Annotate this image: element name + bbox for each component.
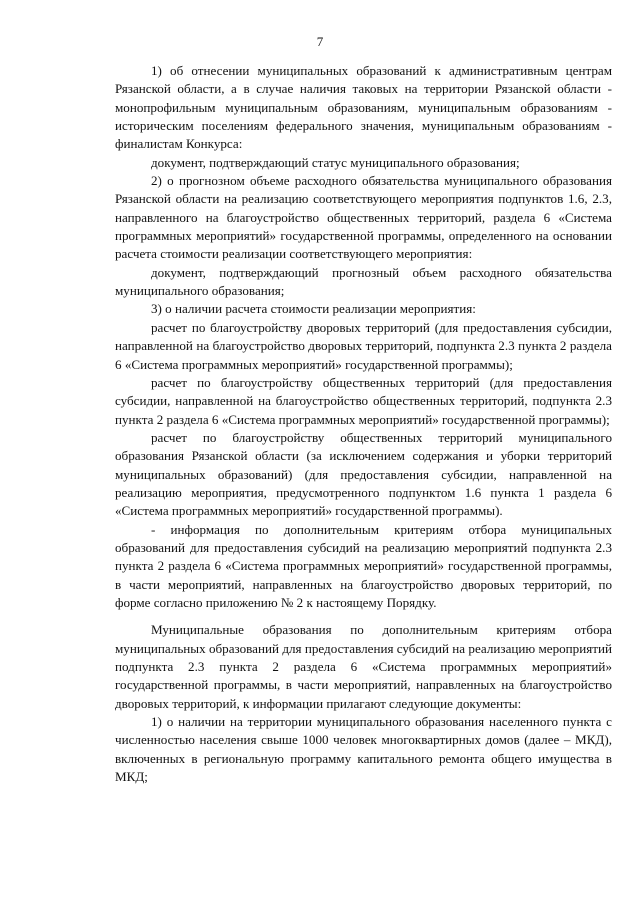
paragraph-yard-calculation: расчет по благоустройству дворовых территорий (для предоставления субсидии, направленной на благоустройство дворовых территорий, подпункта 2.3 пункта 2 раздела 6 «Система программных мероприятий» государственной программы); [115,319,612,372]
paragraph-attached-documents: Муниципальные образования по дополнительным критериям отбора муниципальных образований для предоставления субсидий на реализацию мероприятий подпункта 2.3 пункта 2 раздела 6 «Система программных мероприятий» государственной программы, в части мероприятий, направленных на благоустройство дворовых территорий, к информации прилагают следующие документы: [115,622,612,711]
paragraph-status-document: документ, подтверждающий статус муниципального образования; [151,154,520,170]
paragraph-additional-criteria-info: - информация по дополнительным критериям отбора муниципальных образований для предоставления субсидий на реализацию мероприятий подпункта 2.3 пункта 2 раздела 6 «Система программных мероприятий» государственной программы, в части мероприятий, направленных на благоустройство дворовых территорий, по форме согласно приложению № 2 к настоящему Порядку. [115,521,612,610]
paragraph-mkd-presence: 1) о наличии на территории муниципального образования населенного пункта с численностью населения свыше 1000 человек многоквартирных домов (далее – МКД), включенных в региональную программу капитального ремонта общего имущества в МКД; [115,714,612,785]
page-number: 7 [316,34,324,49]
paragraph-public-calculation: расчет по благоустройству общественных территорий (для предоставления субсидии, направленной на благоустройство общественных территорий, подпункта 2.3 пункта 2 раздела 6 «Система программных мероприятий» государственной программы); [115,374,612,427]
paragraph-forecast-document: документ, подтверждающий прогнозный объем расходного обязательства муниципального образования; [115,264,612,299]
paragraph-forecast-volume: 2) о прогнозном объеме расходного обязательства муниципального образования Рязанской области на реализацию соответствующего мероприятия подпунктов 1.6, 2.3, направленного на благоустройство общественных территорий, раздела 6 «Система программных мероприятий» государственной программы, определенного на основании расчета стоимости реализации соответствующего мероприятия: [115,173,612,262]
document-body [115,62,612,786]
paragraph-admin-centers: 1) об отнесении муниципальных образований к административным центрам Рязанской области, а в случае наличия таковых на территории Рязанской области - монопрофильным муниципальным образованиям, муниципальным образованиям - историческим поселениям федерального значения, муниципальным образованиям - финалистам Конкурса: [115,63,612,152]
paragraph-municipal-public-calculation: расчет по благоустройству общественных территорий муниципального образования Рязанской области (за исключением содержания и уборки территорий муниципальных образований) (для предоставления субсидии, направленной на реализацию мероприятия, предусмотренного подпунктом 1.6 пункта 1 раздела 6 «Система программных мероприятий» государственной программы). [115,429,612,519]
paragraph-cost-calculation: 3) о наличии расчета стоимости реализации мероприятия: [151,301,476,317]
